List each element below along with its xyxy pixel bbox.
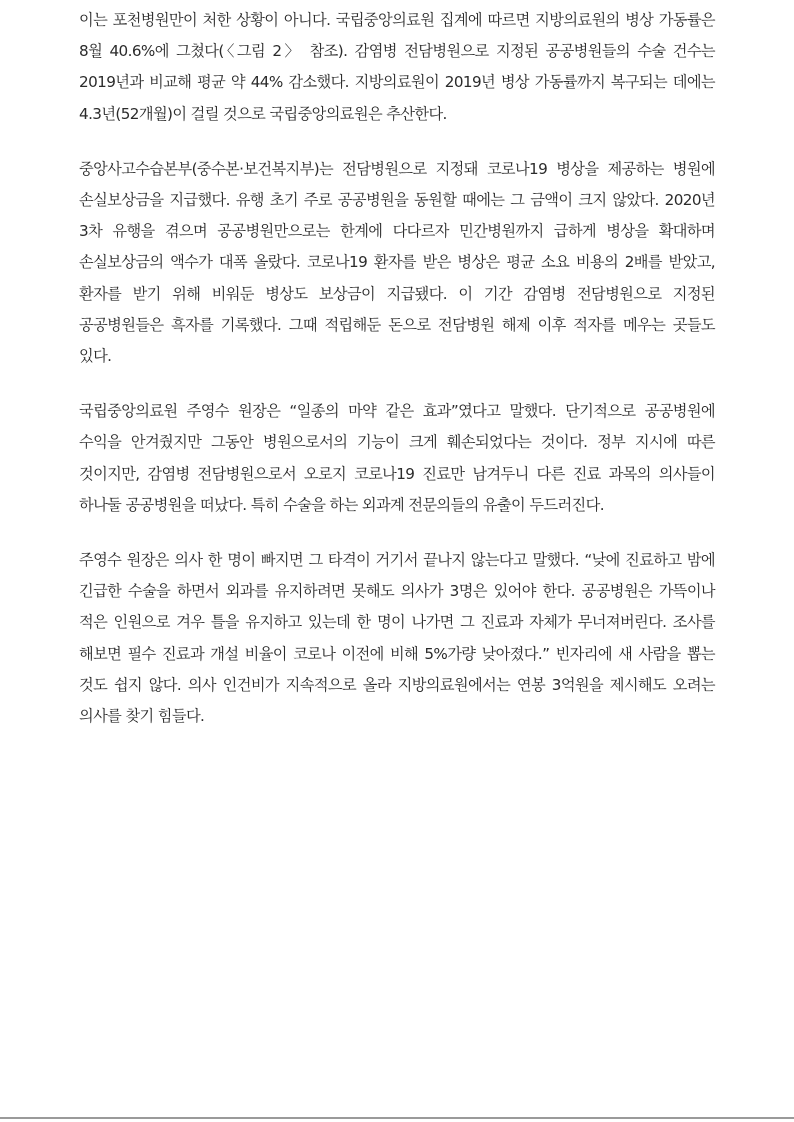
paragraph-2: 중앙사고수습본부(중수본·보건복지부)는 전담병원으로 지정돼 코로나19 병상을 제공하는 병원에 손실보상금을 지급했다. 유행 초기 주로 공공병원을 동원할 때에는 그 금액이 크지 않았다. 2020년 3차 유행을 겪으며 공공병원만으로는 한계에 다다르자 민간병원까지 급하게 병상을 확대하며 손실보상금의 액수가 대폭 올랐다. 코로나19 환자를 받은 병상은 평균 소요 비용의 2배를 받았고, 환자를 받기 위해 비워둔 병상도 보상금이 지급됐다. 이 기간 감염병 전담병원으로 지정된 공공병원들은 흑자를 기록했다. 그때 적립해둔 돈으로 전담병원 해제 이후 적자를 메우는 곳들도 있다. [79, 159, 715, 366]
bottom-scan-line [0, 1117, 794, 1119]
paragraph-3: 국립중앙의료원 주영수 원장은 “일종의 마약 같은 효과”였다고 말했다. 단기적으로 공공병원에 수익을 안겨줬지만 그동안 병원으로서의 기능이 크게 훼손되었다는 것이다. 정부 지시에 따른 것이지만, 감염병 전담병원으로서 오로지 코로나19 진료만 남겨두니 다른 진료 과목의 의사들이 하나둘 공공병원을 떠났다. 특히 수술을 하는 외과계 전문의들의 유출이 두드러진다. [79, 402, 715, 514]
paragraph-4: 주영수 원장은 의사 한 명이 빠지면 그 타격이 거기서 끝나지 않는다고 말했다. “낮에 진료하고 밤에 긴급한 수술을 하면서 외과를 유지하려면 못해도 의사가 3명은 있어야 한다. 공공병원은 가뜩이나 적은 인원으로 겨우 틀을 유지하고 있는데 한 명이 나가면 그 진료과 자체가 무너져버린다. 조사를 해보면 필수 진료과 개설 비율이 코로나 이전에 비해 5%가량 낮아졌다.” 빈자리에 새 사람을 뽑는 것도 쉽지 않다. 의사 인건비가 지속적으로 올라 지방의료원에서는 연봉 3억원을 제시해도 오려는 의사를 찾기 힘들다. [79, 551, 715, 726]
paragraph-1: 이는 포천병원만이 처한 상황이 아니다. 국립중앙의료원 집계에 따르면 지방의료원의 병상 가동률은 8월 40.6%에 그쳤다(〈그림 2〉 참조). 감염병 전담병원으로 지정된 공공병원들의 수술 건수는 2019년과 비교해 평균 약 44% 감소했다. 지방의료원이 2019년 병상 가동률까지 복구되는 데에는 4.3년(52개월)이 걸릴 것으로 국립중앙의료원은 추산한다. [79, 11, 715, 123]
article-body [79, 5, 715, 756]
